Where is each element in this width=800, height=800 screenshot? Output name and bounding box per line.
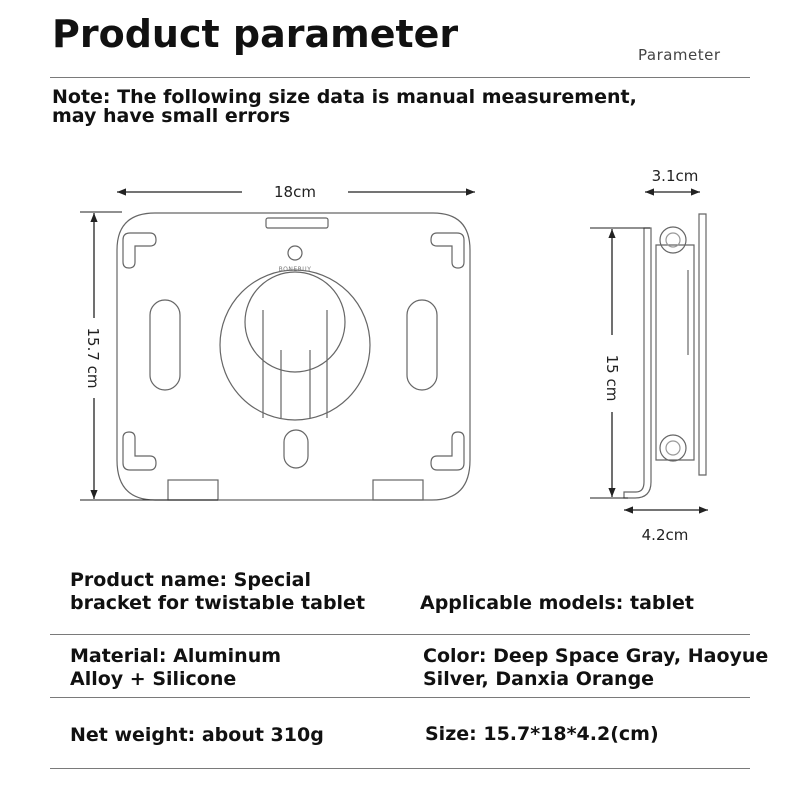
spec-net-weight: [70, 724, 324, 747]
side-slot-left: [150, 300, 180, 390]
color-line-1: Color: Deep Space Gray, Haoyue: [423, 645, 769, 667]
top-tab: [266, 218, 328, 228]
material-line-2: Alloy + Silicone: [70, 668, 237, 690]
spec-divider-3: [50, 768, 750, 769]
spec-divider-2: [50, 697, 750, 698]
spec-divider-1: [50, 634, 750, 635]
side-back-plate: [699, 214, 706, 475]
side-hinge-bottom: [660, 435, 686, 461]
side-height-dimension: [590, 228, 650, 498]
corner-slot-tr: [431, 233, 464, 268]
product-name-line-2: bracket for twistable tablet: [70, 592, 366, 614]
bottom-foot-left: [168, 480, 218, 500]
side-slot-right: [407, 300, 437, 390]
side-bottom-depth-label: 4.2cm: [641, 526, 689, 544]
page-subtitle: Parameter: [638, 46, 721, 64]
corner-slot-bl: [123, 432, 156, 470]
front-outline: [117, 213, 470, 500]
center-slot-bottom: [284, 430, 308, 468]
side-hinge-top: [660, 227, 686, 253]
product-drawing: [0, 150, 800, 550]
side-height-label: 15 cm: [603, 354, 621, 402]
spec-applicable-models: [420, 592, 694, 615]
front-width-label: 18cm: [274, 183, 316, 201]
side-top-depth-dimension: [645, 167, 700, 192]
rotation-hub: [245, 272, 345, 372]
note-line-1: Note: The following size data is manual measurement,: [52, 86, 637, 108]
side-bottom-depth-dimension: [624, 510, 708, 544]
brand-logo-text: BONERUY: [278, 266, 312, 273]
brand-logo-icon: [288, 246, 302, 260]
applicable-models-text: Applicable models: tablet: [420, 592, 694, 614]
corner-slot-br: [431, 432, 464, 470]
front-view: [117, 213, 470, 500]
header-divider: [50, 77, 750, 78]
spec-material: [70, 645, 281, 691]
rotation-disc: [220, 270, 370, 420]
product-name-line-1: Product name: Special: [70, 569, 311, 591]
spec-product-name: [70, 569, 365, 615]
side-front-rail: [624, 228, 651, 498]
measurement-note: [52, 88, 637, 126]
spec-color: [423, 645, 768, 691]
side-view: [624, 214, 706, 498]
front-width-dimension: [117, 183, 475, 201]
side-top-depth-label: 3.1cm: [651, 167, 699, 185]
spec-size: [425, 723, 659, 746]
page-title: Product parameter: [52, 12, 459, 56]
bottom-foot-right: [373, 480, 423, 500]
size-text: Size: 15.7*18*4.2(cm): [425, 723, 659, 745]
front-height-dimension: [80, 212, 218, 500]
front-height-label: 15.7 cm: [84, 327, 102, 389]
hinge-arm: [263, 310, 327, 418]
material-line-1: Material: Aluminum: [70, 645, 282, 667]
corner-slot-tl: [123, 233, 156, 268]
note-line-2: may have small errors: [52, 105, 291, 127]
net-weight-text: Net weight: about 310g: [70, 724, 324, 746]
color-line-2: Silver, Danxia Orange: [423, 668, 655, 690]
